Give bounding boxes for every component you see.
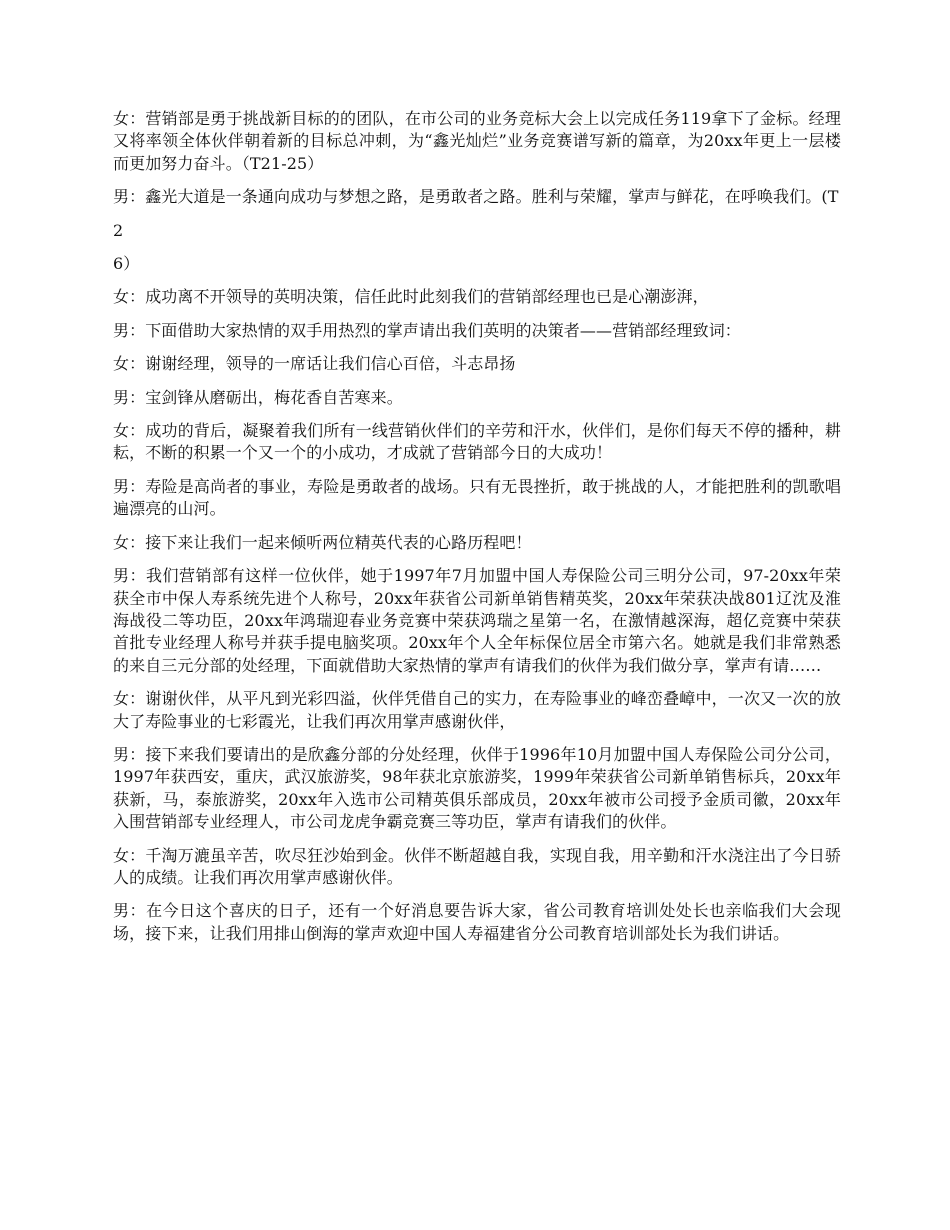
- paragraph-1: 女：营销部是勇于挑战新目标的的团队，在市公司的业务竞标大会上以完成任务119拿下了金标。经理又将率领全体伙伴朝着新的目标总冲刺，为“鑫光灿烂”业务竞赛谱写新的篇章，为20xx年更上一层楼而更加努力奋斗。（T21-25）: [113, 109, 841, 173]
- paragraph-2: 男：鑫光大道是一条通向成功与梦想之路，是勇敢者之路。胜利与荣耀，掌声与鲜花，在呼唤我们。(T: [113, 187, 839, 207]
- paragraph-13: 女：谢谢伙伴，从平凡到光彩四溢，伙伴凭借自己的实力，在寿险事业的峰峦叠嶂中，一次又一次的放大了寿险事业的七彩霞光，让我们再次用掌声感谢伙伴，: [113, 689, 841, 731]
- paragraph-11: 女：接下来让我们一起来倾听两位精英代表的心路历程吧！: [113, 532, 532, 552]
- paragraph-4: 6）: [113, 254, 140, 274]
- paragraph-15: 女：千淘万漉虽辛苦，吹尽狂沙始到金。伙伴不断超越自我，实现自我，用辛勤和汗水浇注出了今日骄人的成绩。让我们再次用掌声感谢伙伴。: [113, 845, 841, 887]
- document-page: [113, 108, 841, 956]
- paragraph-8: 男：宝剑锋从磨砺出，梅花香自苦寒来。: [113, 387, 403, 407]
- paragraph-6: 男：下面借助大家热情的双手用热烈的掌声请出我们英明的决策者——营销部经理致词：: [113, 320, 741, 340]
- paragraph-10: 男：寿险是高尚者的事业，寿险是勇敢者的战场。只有无畏挫折，敢于挑战的人，才能把胜利的凯歌唱遍漂亮的山河。: [113, 476, 841, 519]
- paragraph-7: 女：谢谢经理，领导的一席话让我们信心百倍，斗志昂扬: [113, 354, 516, 374]
- paragraph-12: 男：我们营销部有这样一位伙伴，她于1997年7月加盟中国人寿保险公司三明分公司，97-20xx年荣获全市中保人寿系统先进个人称号，20xx年获省公司新单销售精英奖，20xx年荣获决战801辽沈及淮海战役二等功臣，20xx年鸿瑞迎春业务竞赛中荣获鸿瑞之星第一名，在激情越深海，超亿竞赛中荣获首批专业经理人称号并获手提电脑奖项。20xx年个人全年标保位居全市第六名。她就是我们非常熟悉的来自三元分部的处经理，下面就借助大家热情的掌声有请我们的伙伴为我们做分享，掌声有请……: [113, 566, 841, 675]
- paragraph-3: 2: [113, 220, 124, 240]
- paragraph-16: 男：在今日这个喜庆的日子，还有一个好消息要告诉大家，省公司教育培训处处长也亲临我们大会现场，接下来，让我们用排山倒海的掌声欢迎中国人寿福建省分公司教育培训部处长为我们讲话。: [113, 901, 841, 943]
- paragraph-5: 女：成功离不开领导的英明决策，信任此时此刻我们的营销部经理也已是心潮澎湃，: [113, 287, 709, 307]
- paragraph-14: 男：接下来我们要请出的是欣鑫分部的分处经理，伙伴于1996年10月加盟中国人寿保险公司分公司，1997年获西安，重庆，武汉旅游奖，98年获北京旅游奖，1999年荣获省公司新单销售标兵，20xx年获新，马，泰旅游奖，20xx年入选市公司精英俱乐部成员，20xx年被市公司授予金质司徽，20xx年入围营销部专业经理人，市公司龙虎争霸竞赛三等功臣，掌声有请我们的伙伴。: [113, 744, 841, 832]
- paragraph-9: 女：成功的背后，凝聚着我们所有一线营销伙伴们的辛劳和汗水，伙伴们，是你们每天不停的播种，耕耘，不断的积累一个又一个的小成功，才成就了营销部今日的大成功！: [113, 421, 841, 463]
